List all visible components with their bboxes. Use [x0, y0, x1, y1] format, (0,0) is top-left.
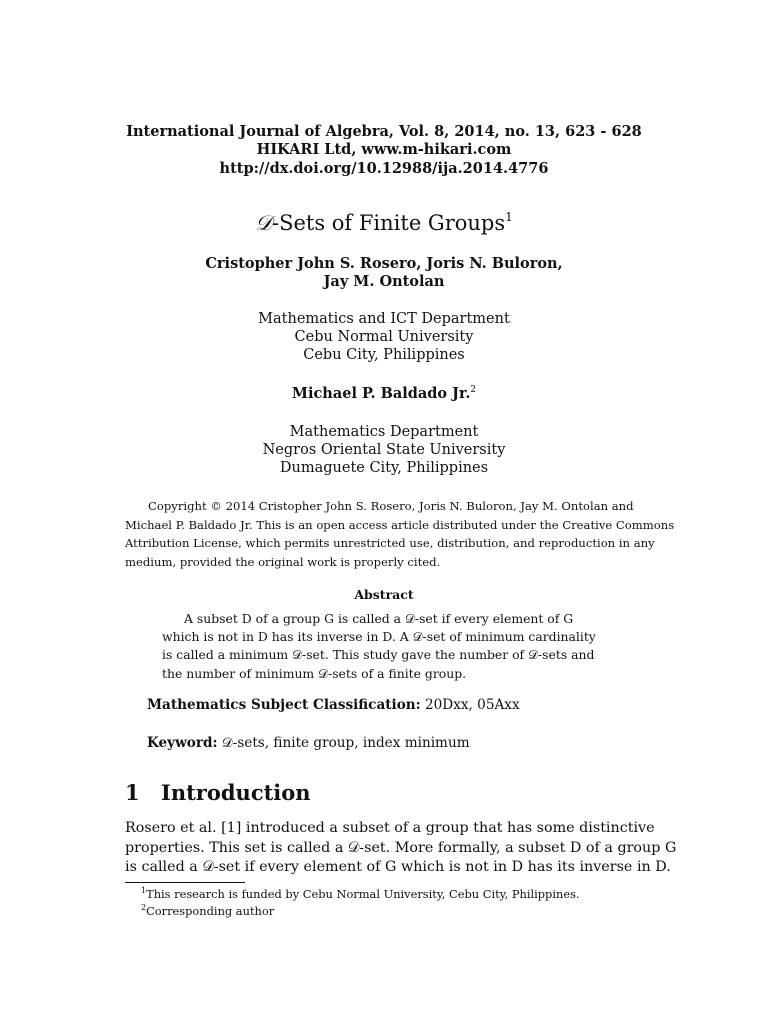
footnote-rule: [125, 882, 245, 883]
section-title: Introduction: [161, 780, 311, 805]
keywords: [147, 734, 470, 752]
title-footnote-mark: 1: [505, 210, 513, 224]
subject-classification: [147, 696, 520, 714]
title-text: -Sets of Finite Groups: [271, 211, 506, 235]
author2-name: Michael P. Baldado Jr.: [291, 385, 471, 402]
affiliation-1-city: Cebu City, Philippines: [303, 347, 465, 363]
copyright-line-2: Michael P. Baldado Jr. This is an open access article distributed under the Creative Commons: [125, 517, 675, 532]
footnote-1: [141, 886, 580, 902]
paper-title: [0, 210, 768, 236]
copyright-line-4: medium, provided the original work is properly cited.: [125, 554, 441, 569]
intro-paragraph: [125, 819, 677, 878]
footnote-2-text: Corresponding author: [146, 904, 275, 918]
abstract-line-3: is called a minimum 𝒟-set. This study gave the number of 𝒟-sets and: [162, 647, 595, 663]
abstract-line-4: the number of minimum 𝒟-sets of a finite group.: [162, 665, 467, 681]
footnote-2-mark: 2: [141, 903, 147, 912]
corresponding-author: [0, 385, 768, 403]
abstract-line-2: which is not in D has its inverse in D. A 𝒟-set of minimum cardinality: [162, 629, 596, 645]
section-heading-introduction: [125, 780, 311, 806]
publisher-line: HIKARI Ltd, www.m-hikari.com: [256, 141, 512, 158]
abstract-line-1: A subset D of a group G is called a 𝒟-set if every element of G: [184, 611, 574, 626]
affiliation-2-city: Dumaguete City, Philippines: [279, 460, 489, 476]
section-number: 1: [125, 780, 140, 805]
affiliation-2-univ: Negros Oriental State University: [262, 442, 506, 458]
affiliation-2-dept: Mathematics Department: [289, 424, 479, 440]
footnote-1-mark: 1: [141, 886, 147, 895]
author2-footnote-mark: 2: [470, 385, 477, 395]
authors-line-1: Cristopher John S. Rosero, Joris N. Buloron,: [205, 255, 563, 272]
keywords-value: 𝒟-sets, finite group, index minimum: [217, 735, 470, 751]
abstract-heading: Abstract: [354, 587, 414, 602]
authors-line-2: Jay M. Ontolan: [323, 273, 445, 290]
affiliation-1-dept: Mathematics and ICT Department: [258, 311, 510, 327]
msc-value: 20Dxx, 05Axx: [420, 697, 520, 713]
journal-citation: International Journal of Algebra, Vol. 8, 2014, no. 13, 623 - 628: [126, 123, 642, 140]
intro-line-3: is called a 𝒟-set if every element of G which is not in D has its inverse in D.: [125, 859, 671, 875]
copyright-notice: [125, 497, 675, 571]
copyright-line-1: Copyright © 2014 Cristopher John S. Rosero, Joris N. Buloron, Jay M. Ontolan and: [148, 499, 634, 513]
msc-label: Mathematics Subject Classification:: [147, 697, 421, 713]
copyright-line-3: Attribution License, which permits unrestricted use, distribution, and reproduction in any: [125, 536, 655, 550]
title-symbol: 𝒟: [255, 211, 272, 235]
footnote-2: [141, 903, 274, 919]
intro-line-1: Rosero et al. [1] introduced a subset of a group that has some distinctive: [125, 820, 655, 836]
abstract-body: [162, 610, 596, 683]
keywords-label: Keyword:: [147, 735, 218, 751]
doi-link[interactable]: http://dx.doi.org/10.12988/ija.2014.4776: [219, 160, 549, 177]
affiliation-1-univ: Cebu Normal University: [294, 329, 474, 345]
footnote-1-text: This research is funded by Cebu Normal University, Cebu City, Philippines.: [146, 887, 580, 901]
intro-line-2: properties. This set is called a 𝒟-set. More formally, a subset D of a group G: [125, 839, 677, 856]
